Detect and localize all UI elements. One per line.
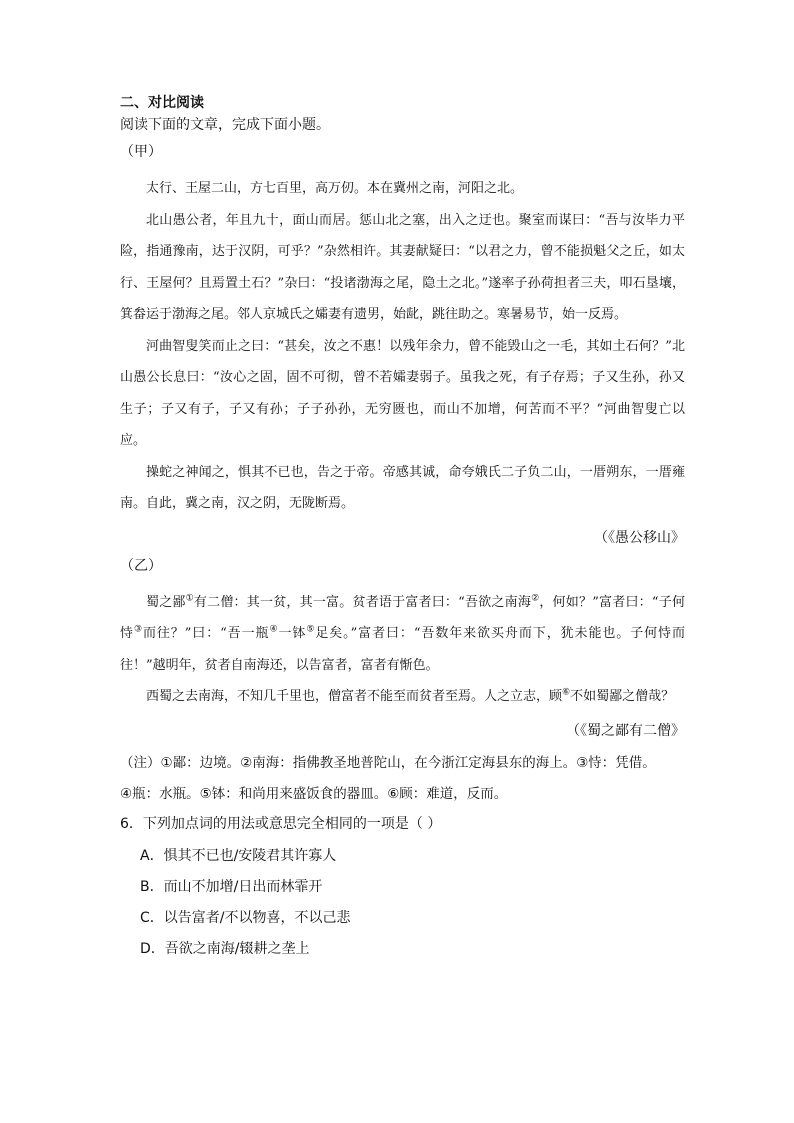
footnote-marker: ⑥	[562, 687, 571, 698]
passage-a-source: （《愚公移山》	[594, 529, 685, 546]
passage-b-label: （乙）	[120, 557, 162, 574]
document-page	[120, 92, 685, 965]
option-b[interactable]: B．而山不加增/日出而林霏开	[140, 878, 323, 895]
section-title: 二、对比阅读	[120, 95, 204, 111]
footnote-marker: ①	[185, 593, 194, 604]
footnote-marker: ⑤	[306, 624, 316, 635]
option-a[interactable]: A．惧其不已也/安陵君其许寡人	[140, 847, 337, 864]
option-d[interactable]: D．吾欲之南海/辍耕之垄上	[140, 940, 310, 957]
passage-a-paragraph-2: 北山愚公者，年且九十，面山而居。惩山北之塞，出入之迂也。聚室而谋曰：“吾与汝毕力平险，指通豫南，达于汉阴，可乎？”杂然相许。其妻献疑曰：“以君之力，曾不能损魁父之丘，如太行、王屋何？且焉置土石？”杂曰：“投诸渤海之尾，隐土之北。”遂率子孙荷担者三夫，叩石垦壤，箕畚运于渤海之尾。邻人京城氏之孀妻有遗男，始龀，跳往助之。寒暑易节，始一反焉。	[120, 212, 685, 322]
passage-b-paragraph-2: 西蜀之去南海，不知几千里也，僧富者不能至而贫者至焉。人之立志，顾⑥不如蜀鄙之僧哉？	[146, 687, 675, 704]
passage-a-label: （甲）	[120, 144, 162, 160]
notes-line-1: （注）①鄙：边境。②南海：指佛教圣地普陀山，在今浙江定海县东的海上。③恃：凭借。	[120, 754, 656, 771]
passage-a-paragraph-3: 河曲智叟笑而止之曰：“甚矣，汝之不惠！以残年余力，曾不能毁山之一毛，其如土石何？”北山愚公长息曰：“汝心之固，固不可彻，曾不若孀妻弱子。虽我之死，有子存焉；子又生孙，孙又生子；子又有子，子又有孙；子子孙孙，无穷匮也，而山不加增，何苦而不平？”河曲智叟亡以应。	[120, 338, 685, 448]
notes-line-2: ④瓶：水瓶。⑤钵：和尚用来盛饭食的器皿。⑥顾：难道，反而。	[120, 785, 508, 802]
footnote-marker: ③	[133, 624, 143, 635]
footnote-marker: ④	[269, 624, 279, 635]
instruction-text: 阅读下面的文章，完成下面小题。	[120, 117, 330, 133]
passage-a-paragraph-4: 操蛇之神闻之，惧其不已也，告之于帝。帝感其诚，命夸娥氏二子负二山，一厝朔东，一厝雍南。自此，冀之南，汉之阴，无陇断焉。	[120, 464, 685, 511]
passage-b-paragraph-1: 蜀之鄙①有二僧：其一贫，其一富。贫者语于富者曰：“吾欲之南海②，何如？”富者曰：“子何恃③而往？”曰：“吾一瓶④一钵⑤足矣。”富者曰：“吾数年来欲买舟而下，犹未能也。子何恃而往！”越明年，贫者自南海还，以告富者，富者有惭色。	[120, 593, 685, 673]
footnote-marker: ②	[531, 593, 540, 604]
passage-b-source: （《蜀之鄙有二僧》	[566, 722, 685, 739]
passage-a-paragraph-1: 太行、王屋二山，方七百里，高万仞。本在冀州之南，河阳之北。	[146, 181, 524, 196]
option-c[interactable]: C．以告富者/不以物喜，不以己悲	[140, 909, 351, 926]
question-stem: 6．下列加点词的用法或意思完全相同的一项是（ ）	[120, 815, 442, 832]
